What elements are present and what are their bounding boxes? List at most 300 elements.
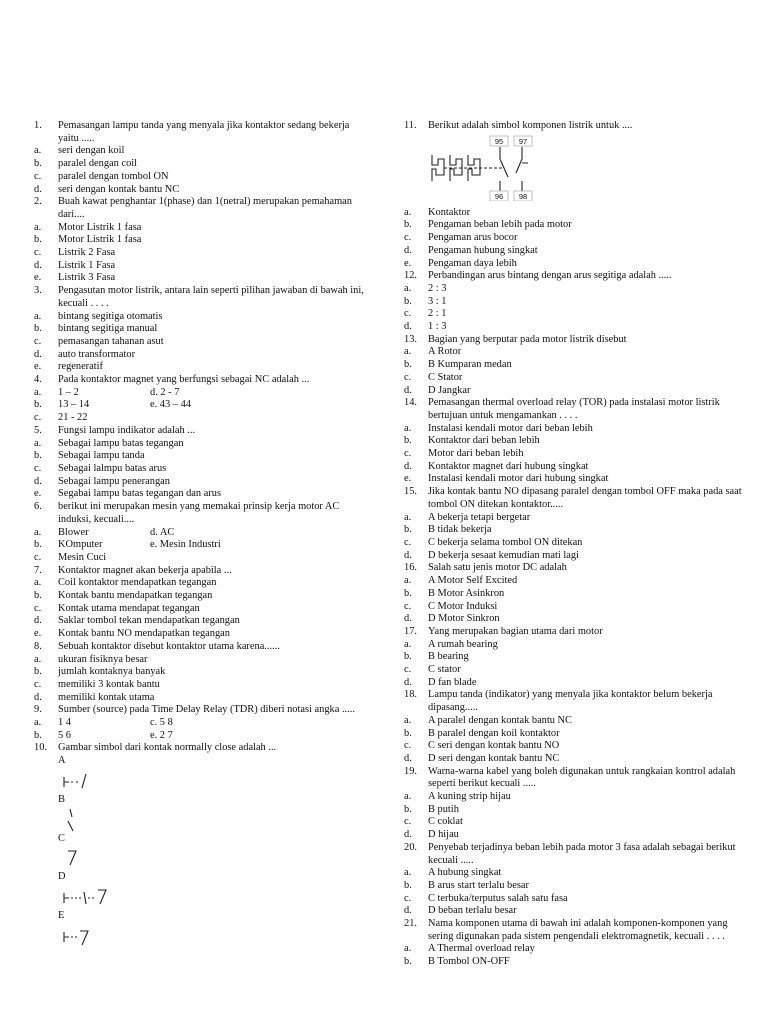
question-number: 11.: [404, 120, 417, 131]
option-text: 1 : 3: [428, 321, 447, 333]
option-letter: a.: [404, 943, 412, 955]
left-column: [34, 120, 372, 949]
option-letter: b.: [34, 539, 42, 551]
option-letter: c.: [34, 602, 42, 614]
question-text: Gambar simbol dari kontak normally close adalah ...: [58, 742, 277, 754]
question: [404, 842, 742, 867]
answer-option: [404, 219, 742, 232]
option-letter: a.: [404, 511, 412, 523]
option-letter: a.: [404, 575, 412, 587]
option-text: A Rotor: [428, 346, 462, 358]
option-letter: b.: [34, 590, 42, 602]
question-number: 7.: [34, 564, 42, 576]
question: [404, 766, 742, 791]
answer-option: [34, 145, 372, 158]
question: [34, 285, 372, 310]
question-number: 6.: [34, 501, 42, 513]
option-text: B paralel dengan koil kontaktor: [428, 727, 560, 739]
option-text: Kontaktor magnet dari hubung singkat: [428, 460, 589, 472]
option-letter: b.: [404, 587, 412, 599]
question-text: Buah kawat penghantar 1(phase) dan 1(netral) merupakan pemahaman dari....: [58, 196, 352, 220]
option-letter: a.: [404, 346, 412, 358]
answer-option: [404, 207, 742, 220]
question: [404, 562, 742, 575]
question-text: Kontaktor magnet akan bekerja apabila ...: [58, 564, 232, 576]
symbol-option-label: C: [58, 832, 65, 844]
answer-option: [34, 590, 372, 603]
option-text: Kontaktor: [428, 206, 471, 218]
question-number: 21.: [404, 918, 417, 930]
question: [34, 374, 372, 387]
answer-option: [404, 385, 742, 398]
option-text: Sebagai lampu batas tegangan: [58, 437, 184, 449]
answer-option: [404, 423, 742, 436]
question-text: Nama komponen utama di bawah ini adalah komponen-komponen yang sering digunakan pada sistem pengendali elektromagnetik, kecuali . . . .: [428, 918, 728, 942]
option-letter: a.: [34, 526, 42, 538]
option-letter: b.: [34, 666, 42, 678]
option-letter: a.: [34, 577, 42, 589]
answer-option: [34, 361, 372, 374]
option-letter: d.: [404, 321, 412, 333]
answer-option: [404, 448, 742, 461]
answer-option-row: [34, 527, 372, 540]
answer-option: [404, 867, 742, 880]
answer-option: [34, 527, 150, 540]
right-column: [404, 120, 742, 969]
question-number: 18.: [404, 689, 417, 701]
answer-option: [404, 512, 742, 525]
question-number: 13.: [404, 333, 417, 345]
answer-option: [34, 399, 150, 412]
option-text: bintang segitiga manual: [58, 323, 158, 335]
option-letter: c.: [404, 600, 412, 612]
option-letter: a.: [404, 422, 412, 434]
answer-option: [34, 577, 372, 590]
option-text: Sebagai lampu tanda: [58, 450, 145, 462]
question: [404, 626, 742, 639]
option-letter: c.: [34, 551, 42, 563]
option-text: C Stator: [428, 371, 463, 383]
answer-option: [34, 349, 372, 362]
option-text: Segabai lampu batas tegangan dan arus: [58, 488, 222, 500]
answer-option: [34, 450, 372, 463]
option-letter: d.: [404, 752, 412, 764]
answer-option: [34, 463, 372, 476]
option-text: B Motor Asinkron: [428, 587, 505, 599]
answer-option: e. Mesin Industri: [150, 539, 221, 551]
question: [34, 196, 372, 221]
option-text: Pengaman daya lebih: [428, 257, 517, 269]
question-number: 14.: [404, 397, 417, 409]
option-letter: b.: [404, 879, 412, 891]
question: [404, 120, 742, 133]
terminal-label-top-left: 95: [494, 136, 504, 146]
answer-option: [404, 321, 742, 334]
option-letter: b.: [404, 219, 412, 231]
question: [34, 565, 372, 578]
question-text: Berikut adalah simbol komponen listrik untuk ....: [428, 120, 633, 131]
option-text: Instalasi kendali motor dari hubung singkat: [428, 473, 609, 485]
answer-option: [34, 730, 150, 743]
symbol-option-label: D: [58, 871, 66, 883]
answer-option: [404, 258, 742, 271]
option-text: auto transformator: [58, 348, 136, 360]
option-letter: b.: [404, 727, 412, 739]
answer-option: [404, 956, 742, 969]
option-letter: d.: [34, 475, 42, 487]
option-letter: c.: [404, 536, 412, 548]
option-letter: a.: [34, 145, 42, 157]
option-text: Kontak utama mendapat tegangan: [58, 602, 200, 614]
option-letter: d.: [34, 691, 42, 703]
option-letter: c.: [404, 664, 412, 676]
option-letter: a.: [34, 437, 42, 449]
option-text: Motor dari beban lebih: [428, 448, 524, 460]
option-letter: a.: [34, 717, 42, 729]
answer-option: [404, 461, 742, 474]
option-letter: b.: [34, 729, 42, 741]
option-letter: e.: [404, 257, 412, 269]
answer-option: [150, 412, 286, 425]
answer-option: [34, 615, 372, 628]
question-text: Sebuah kontaktor disebut kontaktor utama karena......: [58, 640, 280, 652]
option-letter: a.: [34, 310, 42, 322]
option-text: B Tombol ON-OFF: [428, 956, 510, 968]
thermal-overload-symbol: [430, 135, 742, 201]
answer-option: [404, 308, 742, 321]
answer-option: [404, 791, 742, 804]
option-letter: c.: [34, 462, 42, 474]
question-text: Bagian yang berputar pada motor listrik disebut: [428, 333, 627, 345]
option-text: C terbuka/terputus salah satu fasa: [428, 892, 568, 904]
option-letter: a.: [404, 867, 412, 879]
option-letter: c.: [404, 816, 412, 828]
option-text: seri dengan koil: [58, 145, 125, 157]
answer-option: [34, 387, 150, 400]
answer-option: d. AC: [150, 526, 175, 538]
answer-option: [404, 283, 742, 296]
answer-option-row: [34, 539, 372, 552]
option-text: D beban terlalu besar: [428, 905, 517, 917]
option-letter: c.: [34, 247, 42, 259]
question: [34, 120, 372, 145]
option-text: C Motor Induksi: [428, 600, 498, 612]
option-text: A hubung singkat: [428, 867, 502, 879]
option-text: Listrik 1 Fasa: [58, 259, 116, 271]
option-text: Pengaman hubung singkat: [428, 244, 538, 256]
question-text: Penyebab terjadinya beban lebih pada motor 3 fasa adalah sebagai berikut kecuali .....: [428, 841, 736, 866]
question-number: 4.: [34, 374, 42, 386]
answer-option: c. 5 8: [150, 717, 173, 729]
option-text: D bekerja sesaat kemudian mati lagi: [428, 549, 579, 561]
option-text: C bekerja selama tombol ON ditekan: [428, 536, 583, 548]
answer-option-row: [34, 399, 372, 412]
answer-option: [404, 232, 742, 245]
option-text: Pengaman arus bocor: [428, 232, 518, 244]
answer-option: [34, 412, 150, 425]
option-letter: c.: [34, 412, 42, 424]
option-letter: e.: [34, 272, 42, 284]
question: [34, 501, 372, 526]
option-text: A bekerja tetapi bergetar: [428, 511, 531, 523]
answer-option: [404, 829, 742, 842]
answer-option: [404, 575, 742, 588]
option-text: A kuning strip hijau: [428, 791, 511, 803]
nc-contact-symbol-b: [60, 807, 130, 833]
question: [404, 334, 742, 347]
question-number: 10.: [34, 742, 47, 754]
option-letter: d.: [404, 549, 412, 561]
answer-option: [404, 664, 742, 677]
question-text: Yang merupakan bagian utama dari motor: [428, 625, 603, 637]
option-text: Pengaman beban lebih pada motor: [428, 219, 572, 231]
option-text: jumlah kontaknya banyak: [58, 666, 166, 678]
option-letter: b.: [404, 803, 412, 815]
question: [404, 270, 742, 283]
option-letter: d.: [404, 460, 412, 472]
option-letter: c.: [404, 308, 412, 320]
answer-option: [404, 613, 742, 626]
question-text: Salah satu jenis motor DC adalah: [428, 562, 567, 574]
answer-option: [34, 717, 150, 730]
question: [34, 425, 372, 438]
symbol-option-label: E: [58, 909, 65, 921]
option-letter: b.: [34, 399, 42, 411]
option-letter: d.: [404, 613, 412, 625]
question-text: Pada kontaktor magnet yang berfungsi sebagai NC adalah ...: [58, 374, 310, 386]
answer-option: [404, 473, 742, 486]
option-text: Saklar tombol tekan mendapatkan tegangan: [58, 615, 240, 627]
option-text: Listrik 2 Fasa: [58, 247, 116, 259]
option-letter: b.: [34, 450, 42, 462]
question-number: 5.: [34, 424, 42, 436]
option-text: 2 : 1: [428, 308, 447, 320]
answer-option: [404, 550, 742, 563]
symbol-drawing: [34, 845, 372, 871]
question-text: Perbandingan arus bintang dengan arus segitiga adalah .....: [428, 270, 672, 282]
option-letter: e.: [34, 361, 42, 373]
option-text: D hijau: [428, 829, 459, 841]
answer-option: [34, 476, 372, 489]
answer-option: [34, 311, 372, 324]
answer-option: [404, 905, 742, 918]
option-letter: d.: [34, 259, 42, 271]
option-letter: d.: [404, 676, 412, 688]
option-text: A Thermal overload relay: [428, 943, 535, 955]
option-text: D seri dengan kontak bantu NC: [428, 752, 560, 764]
answer-option: [34, 654, 372, 667]
option-text: B tidak bekerja: [428, 524, 492, 536]
answer-option-row: [34, 412, 372, 425]
answer-option: [34, 323, 372, 336]
option-text: C seri dengan kontak bantu NO: [428, 740, 560, 752]
answer-option: [404, 740, 742, 753]
option-text: Coil kontaktor mendapatkan tegangan: [58, 577, 217, 589]
option-letter: c.: [34, 335, 42, 347]
answer-option: [404, 435, 742, 448]
question-text: Lampu tanda (indikator) yang menyala jika kontaktor belum bekerja dipasang.....: [428, 689, 713, 714]
question-number: 12.: [404, 270, 417, 282]
option-text: A Motor Self Excited: [428, 575, 518, 587]
option-text: Kontak bantu NO mendapatkan tegangan: [58, 628, 230, 640]
option-letter: a.: [34, 386, 42, 398]
question-text: Jika kontak bantu NO dipasang paralel dengan tombol OFF maka pada saat tombol ON ditekan kontaktor.....: [428, 486, 742, 510]
question-number: 16.: [404, 562, 417, 574]
option-text: paralel dengan coil: [58, 158, 138, 170]
nc-contact-symbol-c: [60, 845, 130, 871]
option-letter: a.: [404, 282, 412, 294]
option-letter: b.: [34, 323, 42, 335]
answer-option: [34, 171, 372, 184]
question: [404, 918, 742, 943]
terminal-label-top-right: 97: [518, 136, 528, 146]
symbol-option-label: B: [58, 793, 65, 805]
option-letter: b.: [404, 651, 412, 663]
nc-contact-symbol-e: [60, 923, 130, 949]
option-letter: d.: [404, 244, 412, 256]
option-letter: c.: [404, 448, 412, 460]
question-number: 17.: [404, 625, 417, 637]
answer-option: [34, 628, 372, 641]
answer-option: [34, 603, 372, 616]
option-text: B Kumparan medan: [428, 359, 512, 371]
option-letter: e.: [34, 628, 42, 640]
option-text: B bearing: [428, 651, 469, 663]
answer-option: [34, 336, 372, 349]
answer-option: [150, 552, 286, 565]
option-text: 1 4: [58, 717, 71, 729]
option-letter: b.: [34, 234, 42, 246]
nc-contact-symbol-d: [60, 884, 130, 910]
answer-option: [34, 488, 372, 501]
question: [34, 704, 372, 717]
option-text: 3 : 1: [428, 295, 447, 307]
option-text: 5 6: [58, 729, 71, 741]
option-letter: a.: [404, 791, 412, 803]
option-text: memiliki kontak utama: [58, 691, 155, 703]
question-text: Pengasutan motor listrik, antara lain seperti pilihan jawaban di bawah ini, kecuali . . . .: [58, 285, 364, 309]
option-text: 2 : 3: [428, 282, 447, 294]
option-letter: a.: [404, 638, 412, 650]
terminal-label-bottom-left: 96: [494, 191, 504, 201]
symbol-drawing: [34, 768, 372, 794]
answer-option: [404, 651, 742, 664]
answer-option: [404, 245, 742, 258]
answer-option: [404, 677, 742, 690]
symbol-drawing: [34, 807, 372, 833]
option-text: C stator: [428, 664, 461, 676]
answer-option: [404, 524, 742, 537]
answer-option-row: [34, 717, 372, 730]
answer-option: [404, 728, 742, 741]
answer-option: [34, 679, 372, 692]
option-letter: c.: [404, 371, 412, 383]
option-letter: b.: [404, 295, 412, 307]
nc-contact-symbol-a: [60, 768, 130, 794]
option-text: B putih: [428, 803, 459, 815]
answer-option: [404, 715, 742, 728]
option-letter: c.: [404, 232, 412, 244]
question-text: Warna-warna kabel yang boleh digunakan untuk rangkaian kontrol adalah seperti berikut kecuali .....: [428, 765, 736, 790]
question-text: Sumber (source) pada Time Delay Relay (TDR) diberi notasi angka .....: [58, 704, 355, 716]
option-text: ukuran fisiknya besar: [58, 653, 148, 665]
option-text: B arus start terlalu besar: [428, 879, 529, 891]
terminal-label-bottom-right: 98: [518, 191, 528, 201]
option-text: paralel dengan tombol ON: [58, 170, 169, 182]
answer-option: [34, 260, 372, 273]
option-text: Listrik 3 Fasa: [58, 272, 116, 284]
question-number: 9.: [34, 704, 42, 716]
option-text: C coklat: [428, 816, 463, 828]
answer-option: [404, 537, 742, 550]
option-letter: c.: [404, 892, 412, 904]
question: [404, 486, 742, 511]
question: [404, 689, 742, 714]
option-letter: a.: [34, 221, 42, 233]
question: [34, 742, 372, 755]
option-text: Instalasi kendali motor dari beban lebih: [428, 422, 593, 434]
answer-option-row: [34, 730, 372, 743]
option-text: Blower: [58, 526, 89, 538]
question: [34, 641, 372, 654]
option-letter: d.: [34, 183, 42, 195]
option-text: regeneratif: [58, 361, 103, 373]
answer-option: e. 43 – 44: [150, 399, 191, 411]
question-text: Pemasangan thermal overload relay (TOR) pada instalasi motor listrik bertujuan untuk mengamankan . . . .: [428, 397, 720, 421]
option-text: Mesin Cuci: [58, 551, 107, 563]
option-text: D Jangkar: [428, 384, 471, 396]
option-letter: d.: [34, 615, 42, 627]
option-text: D Motor Sinkron: [428, 613, 500, 625]
question: [404, 397, 742, 422]
question-text: berikut ini merupakan mesin yang memakai prinsip kerja motor AC induksi, kecuali....: [58, 501, 340, 525]
symbol-drawing: [34, 884, 372, 910]
answer-option: [404, 296, 742, 309]
option-letter: d.: [404, 829, 412, 841]
answer-option: [34, 666, 372, 679]
option-letter: b.: [404, 435, 412, 447]
answer-option: [34, 272, 372, 285]
answer-option: [34, 184, 372, 197]
answer-option: [34, 234, 372, 247]
answer-option: [404, 880, 742, 893]
answer-option: [404, 588, 742, 601]
option-text: KOmputer: [58, 539, 103, 551]
option-text: Sebagai lampu penerangan: [58, 475, 170, 487]
question-number: 20.: [404, 841, 417, 853]
option-letter: e.: [404, 473, 412, 485]
answer-option: [34, 539, 150, 552]
answer-option-row: [34, 387, 372, 400]
option-text: Motor Listrik 1 fasa: [58, 234, 142, 246]
answer-option: d. 2 - 7: [150, 386, 180, 398]
answer-option: [34, 247, 372, 260]
question-text: Pemasangan lampu tanda yang menyala jika kontaktor sedang bekerja yaitu .....: [58, 120, 350, 144]
option-text: 1 – 2: [58, 386, 79, 398]
option-letter: d.: [404, 384, 412, 396]
answer-option: [34, 158, 372, 171]
option-text: pemasangan tahanan asut: [58, 335, 164, 347]
thermal-overload-relay-icon: [430, 135, 550, 201]
question-number: 19.: [404, 765, 417, 777]
answer-option: [34, 552, 150, 565]
answer-option: [34, 222, 372, 235]
question-text: Fungsi lampu indikator adalah ...: [58, 424, 196, 436]
option-text: memiliki 3 kontak bantu: [58, 678, 160, 690]
answer-option: [404, 372, 742, 385]
option-letter: b.: [404, 524, 412, 536]
option-letter: c.: [34, 678, 42, 690]
